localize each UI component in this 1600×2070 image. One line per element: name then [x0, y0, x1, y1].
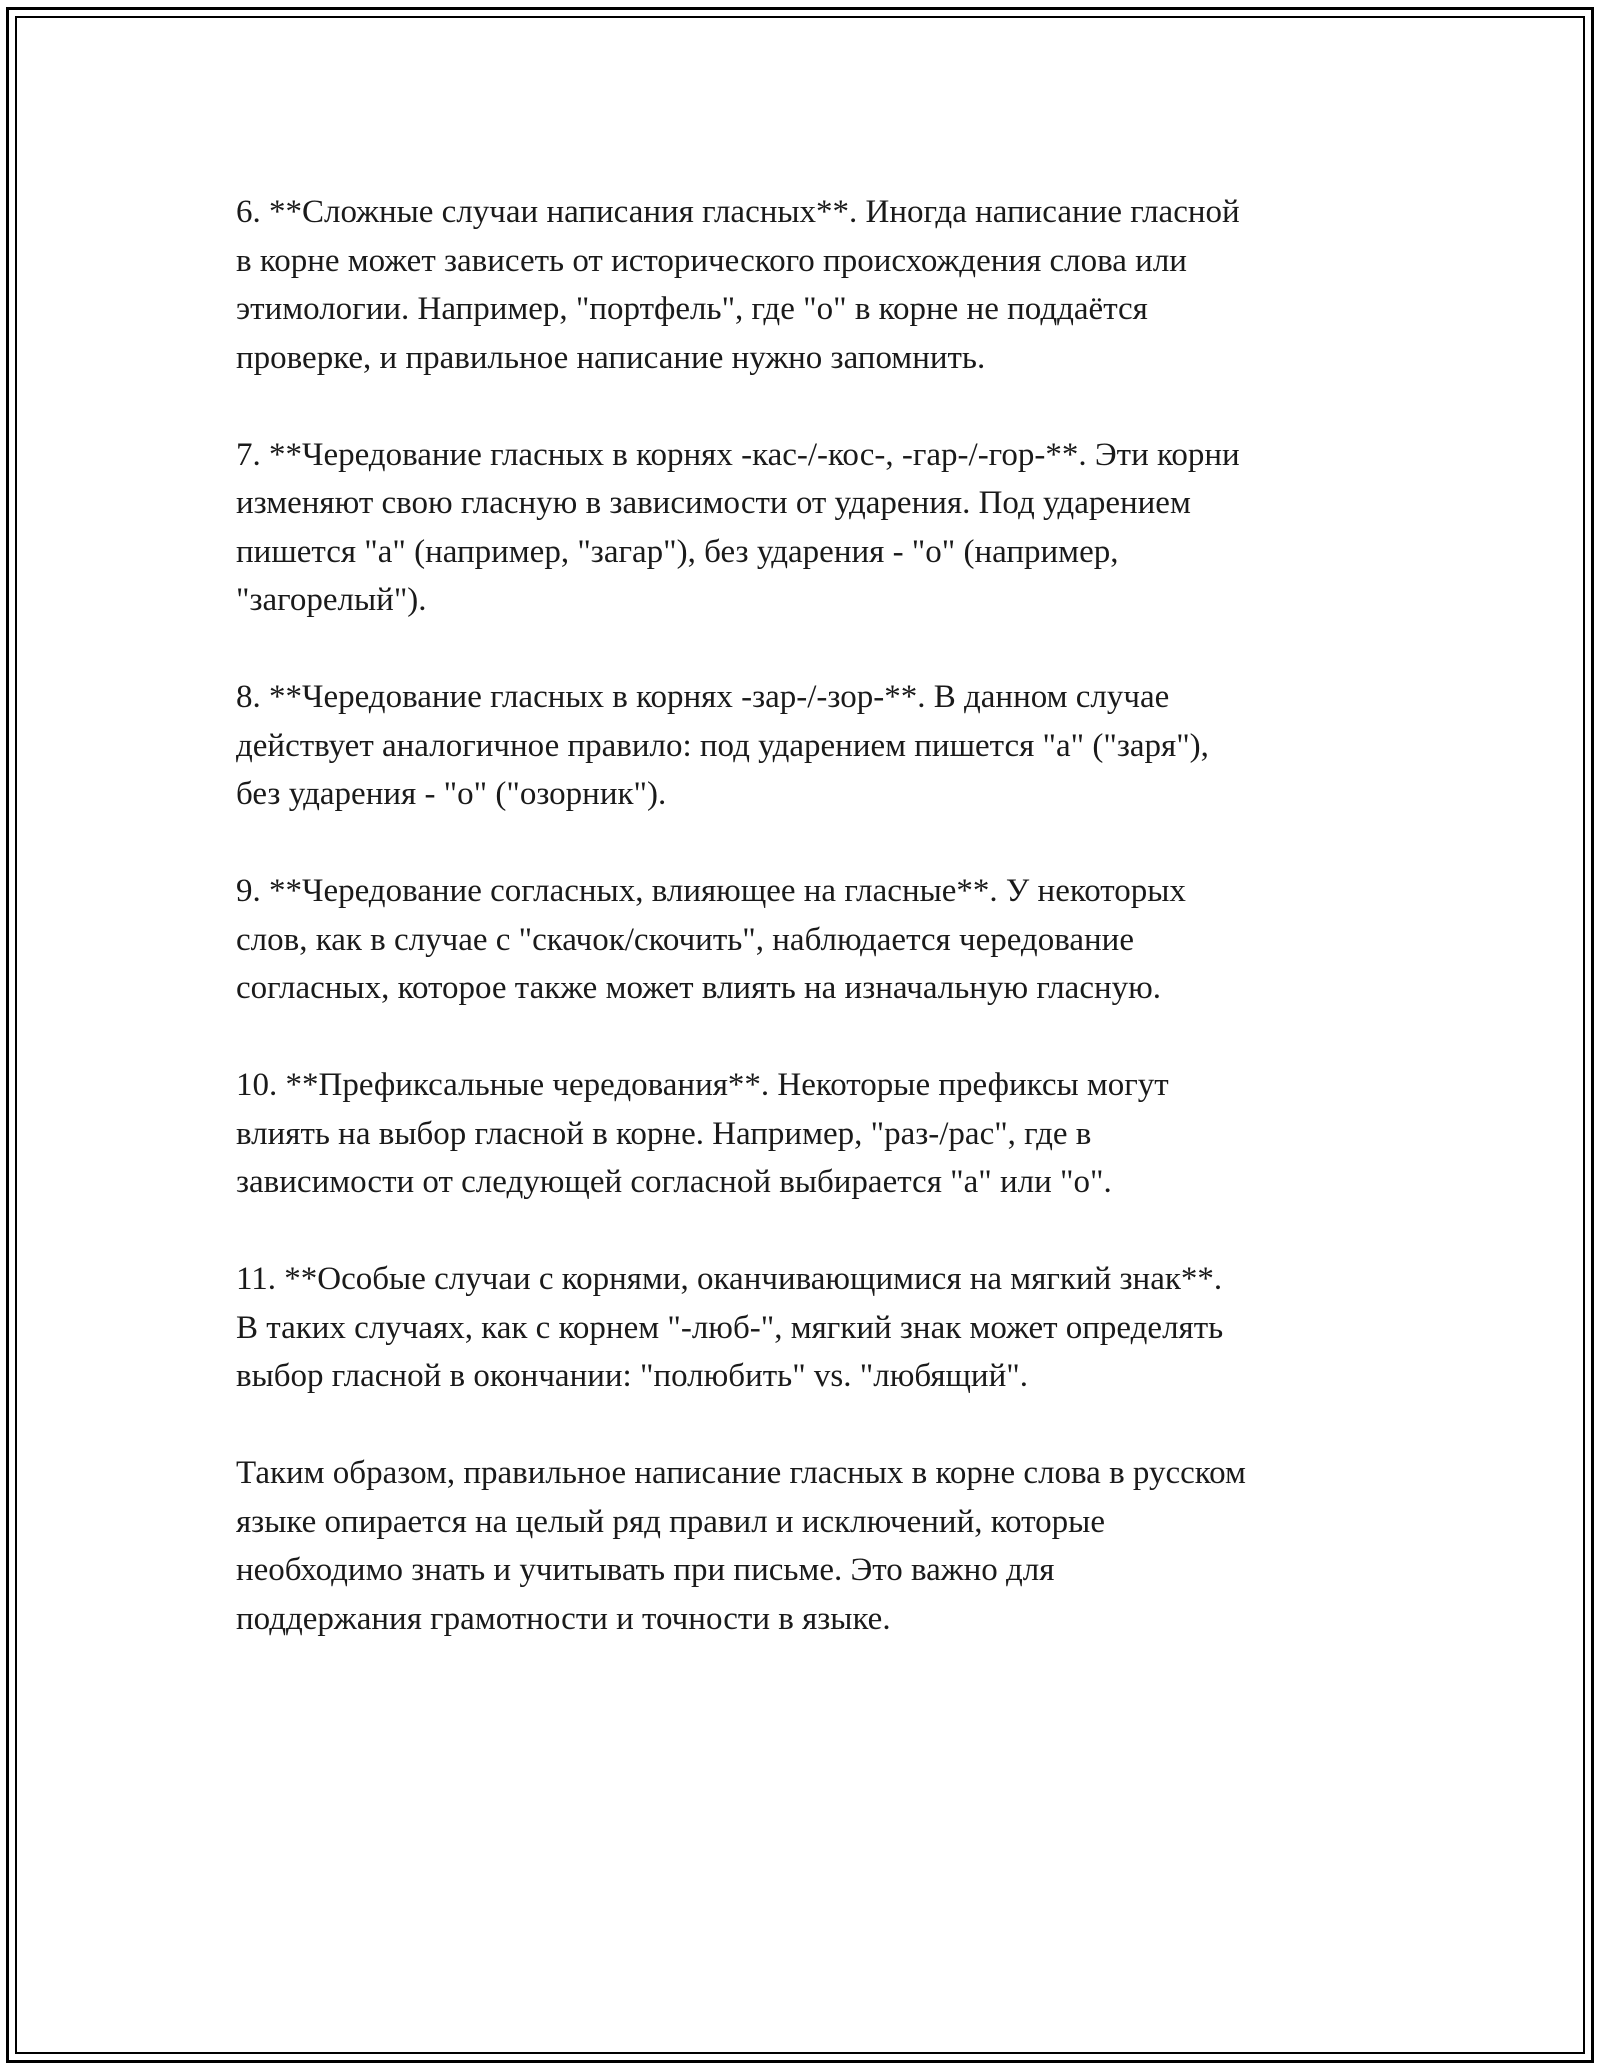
paragraph-item-8: 8. **Чередование гласных в корнях -зар-/-зор-**. В данном случае действует аналогичное правило: под ударением пишется "а" ("заря"), без ударения - "о" ("озорник"). — [236, 679, 1209, 812]
paragraph-item-9: 9. **Чередование согласных, влияющее на гласные**. У некоторых слов, как в случае с "скачок/скочить", наблюдается чередование согласных, которое также может влиять на изначальную гласную. — [236, 873, 1186, 1006]
paragraph-item-11: 11. **Особые случаи с корнями, оканчивающимися на мягкий знак**. В таких случаях, как с корнем "-люб-", мягкий знак может определять выбор гласной в окончании: "полюбить" vs. "любящий". — [236, 1261, 1224, 1394]
paragraph-item-7: 7. **Чередование гласных в корнях -кас-/-кос-, -гар-/-гор-**. Эти корни изменяют свою гласную в зависимости от ударения. Под ударением пишется "а" (например, "загар"), без ударения - "о" (например, "загорелый"). — [236, 436, 1240, 618]
paragraph-item-10: 10. **Префиксальные чередования**. Некоторые префиксы могут влиять на выбор гласной в корне. Например, "раз-/рас", где в зависимости от следующей согласной выбирается "а" или "о". — [236, 1067, 1169, 1200]
document-body — [236, 188, 1416, 1692]
paragraph-conclusion: Таким образом, правильное написание гласных в корне слова в русском языке опирается на целый ряд правил и исключений, которые необходимо знать и учитывать при письме. Это важно для поддержания грамотности и точности в языке. — [236, 1455, 1246, 1637]
paragraph-item-6: 6. **Сложные случаи написания гласных**. Иногда написание гласной в корне может зависеть от исторического происхождения слова или этимологии. Например, "портфель", где "о" в корне не поддаётся проверке, и правильное написание нужно запомнить. — [236, 194, 1240, 376]
